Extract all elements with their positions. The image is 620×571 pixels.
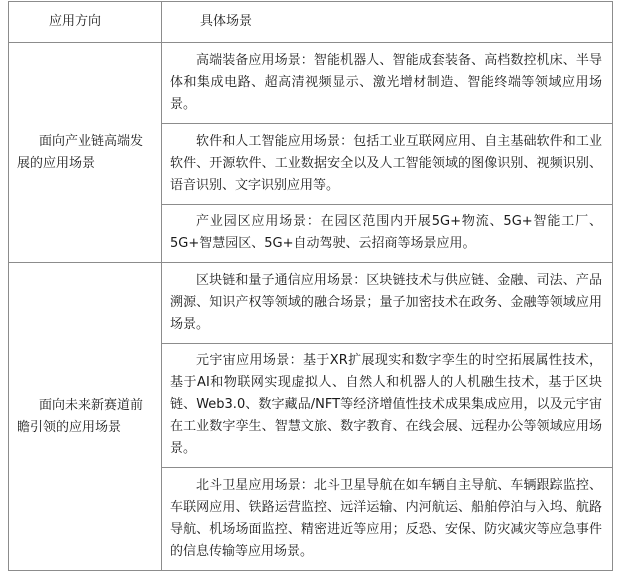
scenario-cell: 北斗卫星应用场景：北斗卫星导航在如车辆自主导航、车辆跟踪监控、车联网应用、铁路运营监控、远洋运输、内河航运、船舶停泊与入坞、航路导航、机场场面监控、精密进近等应用；反恐、安保、防灾减灾等应急事件的信息传输等应用场景。 xyxy=(162,468,613,571)
scenario-cell: 区块链和量子通信应用场景：区块链技术与供应链、金融、司法、产品溯源、知识产权等领域的融合场景；量子加密技术在政务、金融等领域应用场景。 xyxy=(162,263,613,344)
scenario-cell: 高端装备应用场景：智能机器人、智能成套装备、高档数控机床、半导体和集成电路、超高清视频显示、激光增材制造、智能终端等领域应用场景。 xyxy=(162,43,613,124)
column-header-direction: 应用方向 xyxy=(9,2,162,43)
table-row xyxy=(9,263,613,344)
scenario-cell: 元宇宙应用场景：基于XR扩展现实和数字孪生的时空拓展属性技术，基于AI和物联网实现虚拟人、自然人和机器人的人机融生技术，基于区块链、Web3.0、数字藏品/NFT等经济增值性技术成果集成应用，以及元宇宙在工业数字孪生、智慧文旅、数字教育、在线会展、远程办公等领域应用场景。 xyxy=(162,344,613,468)
table-header-row xyxy=(9,2,613,43)
application-scenarios-table xyxy=(8,1,613,571)
table-row xyxy=(9,43,613,124)
category-cell: 面向产业链高端发展的应用场景 xyxy=(9,43,162,263)
column-header-scenario: 具体场景 xyxy=(162,2,613,43)
category-cell: 面向未来新赛道前瞻引领的应用场景 xyxy=(9,263,162,571)
scenario-cell: 产业园区应用场景：在园区范围内开展5G+物流、5G+智能工厂、5G+智慧园区、5G+自动驾驶、云招商等场景应用。 xyxy=(162,205,613,263)
scenario-cell: 软件和人工智能应用场景：包括工业互联网应用、自主基础软件和工业软件、开源软件、工业数据安全以及人工智能领域的图像识别、视频识别、语音识别、文字识别应用等。 xyxy=(162,124,613,205)
